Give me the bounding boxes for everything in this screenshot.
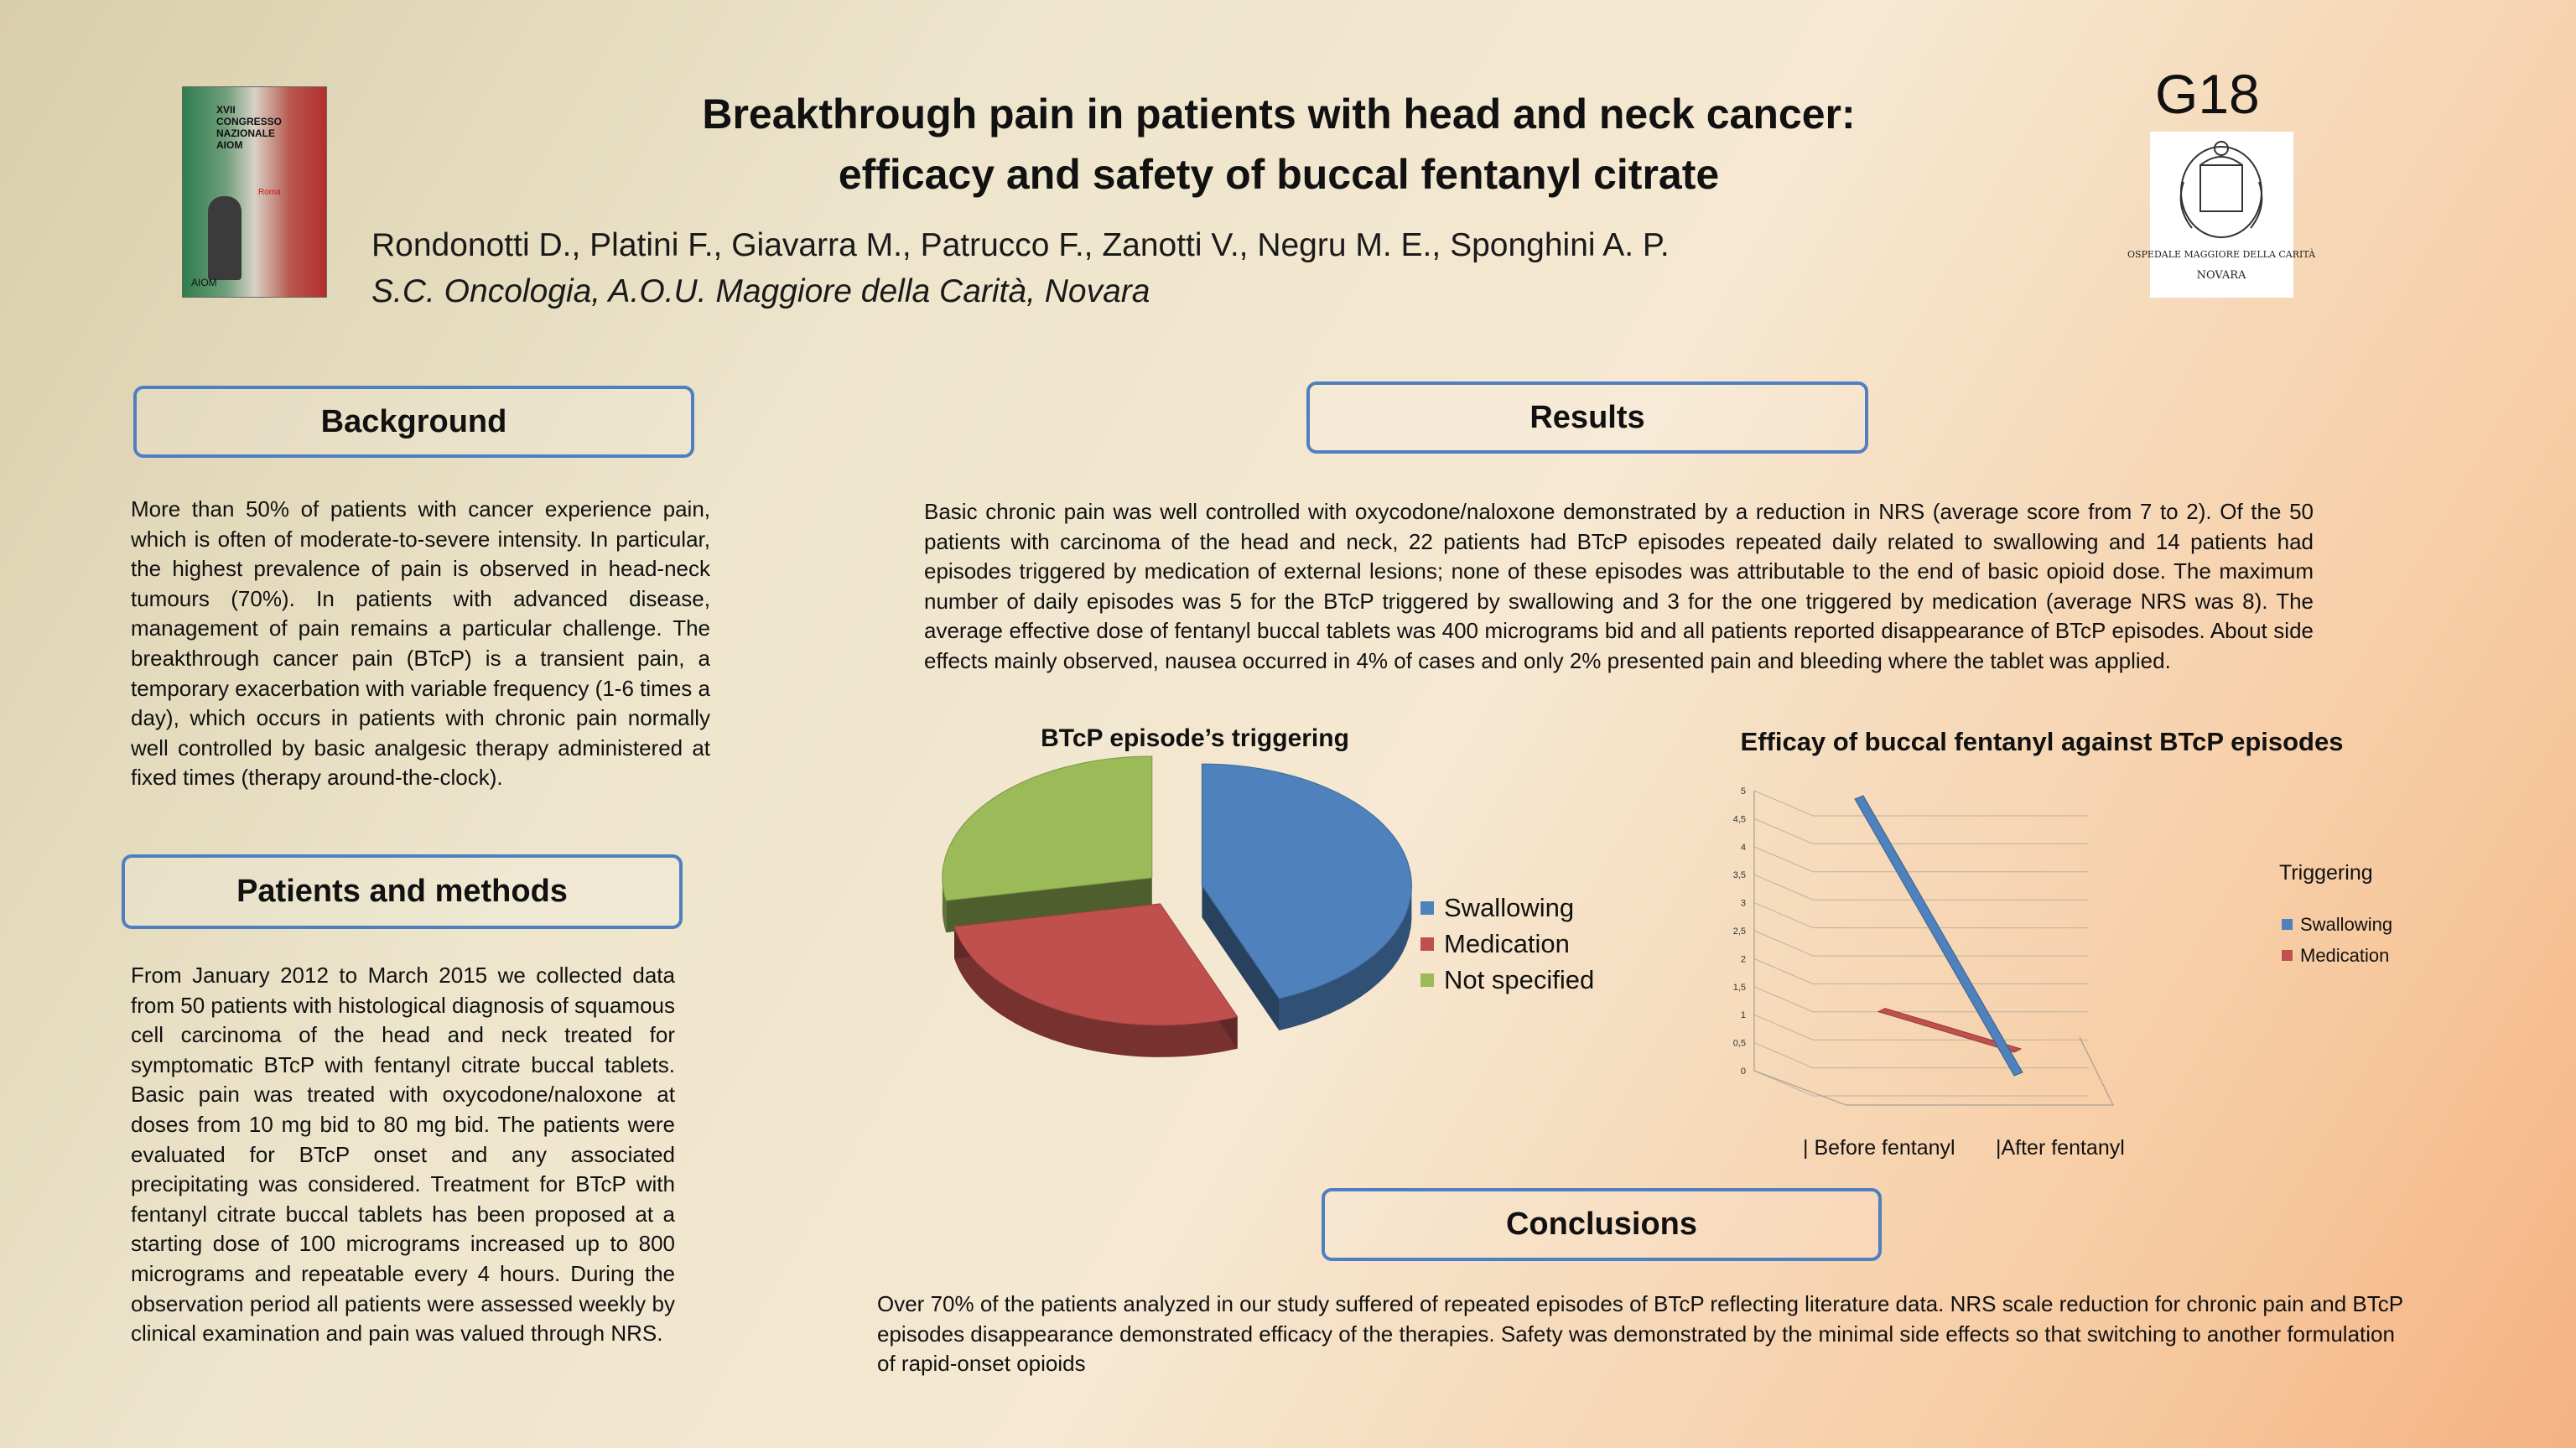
line-legend-title: Triggering	[2279, 861, 2373, 885]
line-chart-y-tick: 2,5	[1732, 926, 1746, 937]
line-chart-gridline	[1754, 818, 2088, 843]
congress-cover-image	[182, 86, 327, 298]
line-legend-label: Medication	[2300, 944, 2390, 966]
line-chart-title: Efficay of buccal fentanyl against BTcP episodes	[1740, 727, 2344, 756]
pie-legend-item	[1420, 926, 1594, 962]
line-chart-y-tick: 1	[1740, 1010, 1746, 1021]
background-text: More than 50% of patients with cancer experience pain, which is often of moderate-to-severe intensity. In particular, the highest prevalence of pain is observed in head-neck tumours (70%). In patients with advanced disease, management of pain remains a particular challenge. The breakthrough cancer pain (BTcP) is a transient pain, a temporary exacerbation with variable frequency (1-6 times a day), which occurs in patients with chronic pain normally well controlled by basic analgesic therapy administered at fixed times (therapy around-the-clock).	[131, 496, 710, 791]
line-chart-gridline	[1754, 987, 2088, 1012]
pie-legend-swatch	[1420, 937, 1434, 951]
line-chart-gridline	[1754, 1043, 2088, 1068]
line-chart-gridline	[1754, 1071, 2088, 1096]
pie-legend	[1420, 890, 1594, 998]
cover-figure	[208, 196, 242, 280]
line-chart-y-tick: 5	[1740, 786, 1746, 797]
background-heading-box	[133, 386, 694, 458]
title-line-1: Breakthrough pain in patients with head and neck cancer:	[702, 91, 1856, 138]
background-heading: Background	[320, 403, 507, 439]
methods-text: From January 2012 to March 2015 we collected data from 50 patients with histological diagnosis of squamous cell carcinoma of the head and neck treated for symptomatic BTcP with fentanyl citrate buccal tablets. Basic pain was treated with oxycodone/naloxone at doses from 10 mg bid to 80 mg bid. The patients were evaluated for BTcP onset and any associated precipitating was considered. Treatment for BTcP with fentanyl citrate buccal tablets has been proposed at a starting dose of 100 micrograms increased up to 800 micrograms and repeatable every 4 hours. During the observation period all patients were assessed weekly by clinical examination and pain was valued through NRS.	[131, 963, 675, 1347]
crest-city: NOVARA	[2196, 269, 2246, 282]
pie-legend-item	[1420, 890, 1594, 926]
cover-title: XVII CONGRESSO NAZIONALE AIOM	[216, 104, 283, 151]
pie-legend-item	[1420, 962, 1594, 998]
cover-subtitle: Roma	[258, 188, 281, 197]
results-heading-box	[1306, 381, 1868, 454]
line-chart-y-tick: 2	[1740, 954, 1746, 965]
pie-legend-label: Not specified	[1444, 964, 1595, 994]
line-legend-item	[2282, 909, 2392, 940]
line-chart-gridline	[1754, 847, 2088, 872]
line-chart-gridline	[1754, 958, 2088, 983]
crest-graphic	[2127, 132, 2316, 298]
title-line-2: efficacy and safety of buccal fentanyl citrate	[838, 151, 1720, 198]
line-chart-gridline	[1754, 931, 2088, 956]
pie-legend-swatch	[1420, 973, 1434, 987]
poster-title	[503, 84, 2054, 205]
line-chart-y-tick: 1,5	[1732, 982, 1746, 993]
line-chart-y-tick: 4,5	[1732, 814, 1746, 825]
conclusions-heading-box	[1322, 1188, 1882, 1261]
crest-name: OSPEDALE MAGGIORE DELLA CARITÀ	[2127, 249, 2316, 260]
methods-heading-box	[122, 854, 683, 929]
line-chart-x-label: |After fentanyl	[1996, 1136, 2125, 1160]
hospital-crest-logo	[2127, 132, 2316, 298]
line-legend	[2282, 909, 2392, 971]
line-chart-x-label: | Before fentanyl	[1803, 1136, 1955, 1160]
line-chart	[1719, 776, 2172, 1161]
line-chart-y-tick: 3,5	[1732, 870, 1746, 881]
cover-logo: AIOM	[191, 277, 217, 288]
line-legend-swatch	[2282, 950, 2293, 961]
line-chart-axes	[1754, 791, 2113, 1105]
line-series-swallowing	[1855, 796, 2023, 1076]
line-legend-item	[2282, 940, 2392, 971]
pie-legend-swatch	[1420, 901, 1434, 915]
line-chart-gridline	[1754, 1015, 2088, 1040]
poster-code: G18	[2155, 63, 2260, 125]
conclusions-text: Over 70% of the patients analyzed in our study suffered of repeated episodes of BTcP reflecting literature data. NRS scale reduction for chronic pain and BTcP episodes disappearance demonstrated efficacy of the therapies. Safety was demonstrated by the minimal side effects so that switching to another formulation of rapid-onset opioids	[877, 1291, 2403, 1377]
authors: Rondonotti D., Platini F., Giavarra M., Patrucco F., Zanotti V., Negru M. E., Sponghini A. P.	[371, 227, 1670, 263]
conclusions-heading: Conclusions	[1505, 1207, 1698, 1242]
pie-chart-title: BTcP episode’s triggering	[1041, 724, 1349, 752]
methods-heading: Patients and methods	[236, 874, 568, 909]
pie-legend-label: Medication	[1444, 928, 1570, 958]
line-chart-y-tick: 3	[1740, 898, 1746, 909]
pie-slice-not-specified	[943, 756, 1152, 900]
pie-chart	[931, 780, 1467, 1065]
line-chart-y-tick: 0	[1740, 1067, 1746, 1077]
line-legend-swatch	[2282, 919, 2293, 930]
pie-legend-label: Swallowing	[1444, 892, 1575, 922]
line-chart-y-tick: 0,5	[1732, 1038, 1746, 1049]
line-legend-label: Swallowing	[2300, 913, 2393, 935]
line-chart-y-tick: 4	[1740, 842, 1746, 853]
results-heading: Results	[1530, 399, 1645, 435]
affiliation: S.C. Oncologia, A.O.U. Maggiore della Carità, Novara	[371, 273, 1150, 309]
results-text: Basic chronic pain was well controlled with oxycodone/naloxone demonstrated by a reduction in NRS (average score from 7 to 2). Of the 50 patients with carcinoma of the head and neck, 22 patients had BTcP episodes repeated daily related to swallowing and 14 patients had episodes triggered by medication of external lesions; none of these episodes was attributable to the end of basic opioid dose. The maximum number of daily episodes was 5 for the BTcP triggered by swallowing and 3 for the one triggered by medication (average NRS was 8). The average effective dose of fentanyl buccal tablets was 400 micrograms bid and all patients reported disappearance of BTcP episodes. About side effects mainly observed, nausea occurred in 4% of cases and only 2% presented pain and bleeding where the tablet was applied.	[924, 499, 2314, 673]
line-chart-gridline	[1754, 791, 2088, 816]
